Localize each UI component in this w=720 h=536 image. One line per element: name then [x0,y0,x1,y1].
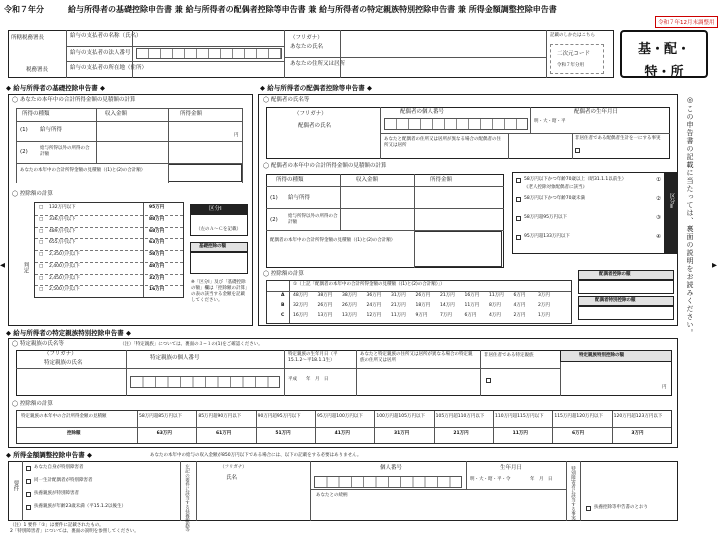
kubun2-option-3: 95万円超133万円以下 [524,234,570,239]
spouse-cell-2-4: 11万円 [391,313,406,318]
basic-total: あなたの本年中の合計所得金額の見積額（(1)と(2)の合計額） [20,168,146,173]
spouse-name-input[interactable] [268,132,378,157]
basic-check-0[interactable]: □ [39,205,44,210]
kubun2-label: 区分Ⅱ [668,193,675,210]
revision-stamp: 令和７年12月末調整用 [655,16,718,28]
spouse-col-income: 所得金額 [430,177,453,183]
basic-amount-4: 58万円 [149,252,165,257]
spouse-row-key-2: C [281,313,285,318]
adjust-checkbox-3[interactable] [26,505,31,510]
spouse-cell-1-4: 21万円 [391,303,406,308]
basic-amount-7: 16万円 [149,287,165,293]
adjust-option-2: 扶養親族が特別障害者 [34,491,79,496]
spouse-cell-2-3: 12万円 [366,313,382,318]
basic-threshold-7: 2,500万円以下 [49,287,80,293]
spouse-col-type: 所得の種類 [276,177,304,183]
special-calc-amount-3: 41万円 [334,431,350,436]
barcode-box [550,44,604,74]
basic-check-6[interactable]: □ [39,275,44,281]
special-calc-range-2: 90万円超95万円以下 [257,414,301,419]
spouse-name-title: ◯ 配偶者の氏名等 [263,97,310,103]
adjust-address-input[interactable] [368,491,564,519]
yen-1: 円 [234,133,239,138]
kubun2-no-1: ② [656,196,661,202]
basic-title-text: 給与所得者の基礎控除申告書 [13,84,98,92]
basic-col-income: 所得金額 [180,111,203,117]
form-seal [620,30,708,78]
spouse-cell-0-10: 3万円 [538,293,550,298]
spouse-cell-1-7: 11万円 [464,303,480,308]
kubun2-option-2: 58万円超95万円以下 [524,215,567,220]
spouse-deduction-title: ◯ 控除額の計算 [263,271,304,277]
spouse-deduction-amount-input[interactable] [578,280,674,294]
special-calc-row-label: 控除額 [67,431,81,436]
basic-amount-6: 32万円 [149,275,165,281]
special-calc-amount-2: 51万円 [275,431,291,436]
spouse-era: 明・大・昭・平 [534,119,566,124]
spouse-cell-0-8: 11万円 [489,293,504,298]
adjust-title-text: 所得金額調整控除申告書 [13,451,85,459]
special-name-title-text: 特定親族の氏名等 [19,341,64,347]
adjust-option-1: 同一生計配偶者が特別障害者 [34,478,93,483]
special-calc-range-5: 105万円超110万円以下 [435,414,485,419]
basic-amount-3: 63万円 [149,240,165,246]
special-col-name: 特定親族の氏名 [44,360,83,366]
spouse-cell-0-0: 48万円 [293,293,308,298]
special-calc-amount-1: 61万円 [216,431,232,436]
special-col-address: あなたと特定親族の住所又は居所が異なる場合の特定親族の住所又は居所 [360,352,473,363]
basic-row-line-5 [35,262,183,263]
spouse-address-input[interactable] [510,135,570,157]
special-calc-col-1 [196,411,197,443]
special-col-birthday: 特定親族の生年月日（平15.1.2〜平18.1.1生） [288,352,338,363]
adjust-intro: あなたの本年中の給与の収入金額が850万円以下である場合には、以下の記載をする必要はありません。 [150,453,362,458]
spouse-table-header: ①（上記「配偶者の本年中の合計所得金額の見積額（(1)と(2)の合計額）」） [293,282,445,287]
vertical-note: ◎この申告書の記載に当たっては、裏面の説明をお読みください。 [686,96,694,337]
spouse-cell-2-10: 1万円 [538,313,550,318]
spouse-income-title: ◯ 配偶者の本年中の合計所得金額の見積額の計算 [263,163,387,169]
basic-threshold-3: 655万円以下 [49,240,76,246]
spouse-cell-0-5: 26万円 [415,293,431,298]
your-name-label: あなたの氏名 [290,44,324,50]
spouse-name-title-text: 配偶者の氏名等 [270,97,310,103]
tax-office-label: 所轄税務署長 [11,35,45,41]
kubun1-label: 区分Ⅰ [209,206,222,212]
adjust-section-title: ◆ 所得金額調整控除申告書 ◆ [6,451,93,459]
adjust-note-2: 2「特別障害者」については、裏面の説明を参照してください。 [10,529,139,534]
tax-office-suffix: 税務署長 [26,67,49,73]
spouse-number-label: 配偶者の個人番号 [400,109,445,115]
adjust-relationship: あなたとの続柄 [316,493,348,498]
kubun2-checkbox-0[interactable] [516,178,521,183]
basic-row-line-6 [35,274,183,275]
basic-income2-input[interactable] [168,142,242,162]
payer-name-label: 給与の支払者の名称（氏名） [70,33,142,39]
spouse-cell-0-2: 38万円 [342,293,357,298]
basic-col-revenue: 収入金額 [105,111,128,117]
kubun2-option-0: 58万円以下かつ年齢70歳以上（昭31.1.1以前生） [524,177,627,182]
special-calc-range-1: 85万円超90万円以下 [198,414,242,419]
special-calc-title: ◯ 控除額の計算 [12,401,53,407]
payer-number-label: 給与の支払者の法人番号 [70,50,131,56]
spouse-name-label: 配偶者の氏名 [298,123,332,129]
payer-number-cells[interactable] [136,48,282,59]
special-calc-range-6: 110万円超115万円以下 [495,414,544,419]
basic-row1: 給与所得 [40,127,63,133]
special-calc-range-4: 100万円超105万円以下 [376,414,426,419]
basic-note: ※「区分Ⅰ」及び「基礎控除の額」欄は「控除額の計算」の表の該当する金額を記載してください。 [191,280,248,303]
basic-row-line-4 [35,250,183,251]
special-calc-col-3 [315,411,316,443]
basic-amount-label: 基礎控除の額 [199,244,226,249]
spouse-deduction-table [266,280,572,324]
spouse-nonresident-checkbox[interactable] [575,148,580,153]
spouse-cell-0-9: 6万円 [513,293,526,298]
spouse-cell-0-3: 36万円 [366,293,382,298]
adjust-furigana: （フリガナ） [220,465,247,470]
spouse-cell-2-0: 16万円 [293,313,308,318]
adjust-option-0: あなた自身が特別障害者 [34,465,84,470]
special-calc-amount-6: 11万円 [512,431,528,436]
adjust-special-disabled: 特別障害者に該当する事実 [570,466,576,520]
adjust-deduction-checkbox[interactable] [586,506,591,511]
special-calc-range-8: 120万円超123万円以下 [613,414,663,419]
special-calc-col-2 [256,411,257,443]
kubun2-elderly-note: 《老人控除対象配偶者に該当》 [524,185,587,190]
special-calc-amount-8: 3万円 [631,431,644,436]
spouse-cell-2-5: 9万円 [415,313,428,318]
special-calc-range-0: 58万円超85万円以下 [139,414,182,419]
special-title-text: 給与所得者の特定親族特別控除申告書 [13,329,124,337]
spouse-row-key-0: A [281,293,285,298]
yen-special: 円 [662,385,667,390]
office-note: 記載のしかたはこちら [550,33,595,38]
left-arrow-icon: ◀ [0,261,5,269]
special-calc-amount-0: 63万円 [156,431,172,436]
basic-threshold-1: 336万円以下 [49,216,76,222]
spouse-row1: 給与所得 [288,195,311,201]
special-name-input[interactable] [18,370,124,394]
adjust-checkbox-1[interactable] [26,479,31,484]
code-note: 令和７年分用 [557,63,584,68]
spouse-furigana: （フリガナ） [294,111,327,117]
adjust-name-input[interactable] [198,486,308,518]
kubun2-no-2: ③ [656,215,661,221]
spouse-income2-input[interactable] [414,209,502,229]
spouse-cell-0-4: 31万円 [391,293,406,298]
basic-income-title: ◯ あなたの本年中の合計所得金額の見積額の計算 [12,97,136,103]
kubun2-checkbox-2[interactable] [516,216,521,221]
spouse-row-key-1: B [281,303,285,308]
basic-total-input[interactable] [168,164,242,182]
adjust-option-3: 扶養親族が年齢23歳未満（平15.1.2以後生） [34,504,127,509]
spouse-nonresident-label: 非居住者である配偶者 [575,136,620,141]
special-section-title: ◆ 給与所得者の特定親族特別控除申告書 ◆ [6,329,132,337]
spouse-cell-1-6: 14万円 [440,303,455,308]
basic-threshold-6: 2,450万円以下 [49,275,80,281]
basic-deduction-table [34,202,184,298]
spouse-cell-1-9: 4万円 [513,303,526,308]
spouse-number-cells[interactable] [384,118,528,130]
spouse-income1-input[interactable] [414,187,502,207]
spouse-income-title-text: 配偶者の本年中の合計所得金額の見積額の計算 [270,163,387,169]
kubun2-option-1: 58万円以下かつ年齢70歳未満 [524,196,585,201]
basic-threshold-0: 132万円以下 [49,205,76,210]
basic-deduction-title-text: 控除額の計算 [19,191,53,197]
special-era: 平成 [288,377,297,382]
special-furigana: （フリガナ） [44,351,77,357]
spouse-section-title: ◆ 給与所得者の配偶者控除等申告書 ◆ [260,84,373,92]
spouse-cell-0-6: 21万円 [440,293,455,298]
spouse-special-amount-label: 配偶者特別控除の額 [595,298,636,303]
spouse-cell-1-8: 8万円 [489,303,501,308]
spouse-total-input[interactable] [414,231,502,267]
basic-threshold-4: 2,350万円以下 [49,252,80,257]
special-nonresident-checkbox[interactable] [486,378,491,383]
special-col-number: 特定親族の個人番号 [150,355,200,361]
spouse-col-revenue: 収入金額 [356,177,379,183]
special-calc-amount-5: 21万円 [453,431,469,436]
basic-amount-2: 68万円 [149,228,165,234]
adjust-checkbox-0[interactable] [26,466,31,471]
special-name-note: （注）「特定親族」については、裏面の３−１の(1)をご確認ください。 [120,342,263,347]
special-ymd: 年 月 日 [306,377,329,382]
special-name-title: ◯ 特定親族の氏名等 [12,341,64,347]
basic-check-2[interactable]: □ [39,228,44,234]
basic-amount-input[interactable] [190,252,248,274]
basic-row-line-1 [35,215,183,216]
spouse-birthday-label: 配偶者の生年月日 [574,109,619,115]
furigana-label: （フリガナ） [290,35,323,41]
special-calc-col-0 [137,411,138,443]
basic-check-1[interactable]: □ [39,216,44,222]
spouse-table-line-h [267,291,571,292]
adjust-requirement: 要件 [12,480,19,491]
special-calc-line-h [17,427,671,428]
basic-row-line-3 [35,238,183,239]
spouse-cell-2-7: 6万円 [464,313,477,318]
spouse-cell-2-2: 13万円 [342,313,357,318]
right-arrow-icon: ▶ [712,261,717,269]
your-address-label: あなたの住所又は居所 [290,61,346,67]
spouse-cell-2-1: 13万円 [317,313,333,318]
your-address-input[interactable] [342,60,542,76]
basic-row-line-7 [35,285,183,286]
seal-line-1: 基・配・ [637,42,690,57]
special-amount-input[interactable] [562,364,670,394]
special-address-input[interactable] [358,370,478,394]
adjust-ymd: 年 月 日 [530,477,553,482]
basic-check-5[interactable]: □ [39,263,44,269]
basic-income1-input[interactable] [168,122,242,140]
special-calc-title-text: 控除額の計算 [19,401,53,407]
basic-col-type: 所得の種類 [22,111,50,117]
adjust-my-number: 個人番号 [380,465,403,471]
special-calc-col-7 [552,411,553,443]
kubun2-no-0: ① [656,177,661,183]
special-calc-header: 特定親族の本年中の合計所得金額の見積額 [21,414,107,419]
basic-check-7[interactable]: □ [39,287,44,293]
adjust-deduction-box: 扶養控除等申告書のとおり [594,505,648,510]
barcode-label: 二次元コード [557,51,591,57]
spouse-row2: 給与所得以外の所得の合計額 [288,214,338,225]
form-title: 給与所得者の基礎控除申告書 兼 給与所得者の配偶者控除等申告書 兼 給与所得者の特定親族特別控除申告書 兼 所得金額調整控除申告書 [68,5,557,14]
adjust-birthday: 生年月日 [500,465,523,471]
special-col-nonresident: 非居住者である特定親族 [484,353,534,358]
spouse-table-line-v [289,281,290,323]
adjust-target: 左記の要件に該当する扶養親族等 [184,464,190,532]
your-name-input[interactable] [342,40,542,55]
spouse-cell-1-2: 26万円 [342,303,357,308]
spouse-deduction-title-text: 控除額の計算 [270,271,304,277]
special-calc-amount-7: 6万円 [572,431,585,436]
spouse-special-amount-input[interactable] [578,306,674,320]
spouse-deduction-amount-label: 配偶者控除の額 [599,272,631,277]
spouse-cell-2-8: 4万円 [489,313,501,318]
spouse-cell-1-10: 2万円 [538,303,550,308]
spouse-cell-2-9: 2万円 [513,313,526,318]
spouse-remittance: 生計を一にする事実 [620,136,661,141]
basic-amount-5: 48万円 [149,263,165,269]
kubun1-input[interactable] [190,214,248,236]
adjust-checkbox-2[interactable] [26,492,31,497]
kubun2-checkbox-3[interactable] [516,235,521,240]
basic-threshold-5: 2,400万円以下 [49,263,80,269]
basic-amount-1: 88万円 [149,216,165,222]
spouse-cell-0-7: 16万円 [464,293,480,298]
special-calc-amount-4: 31万円 [394,431,410,436]
special-calc-col-4 [374,411,375,443]
special-calc-col-6 [493,411,494,443]
basic-col-line [143,203,144,297]
basic-threshold-2: 489万円以下 [49,228,76,234]
spouse-title-text: 給与所得者の配偶者控除等申告書 [267,84,365,92]
kubun1-note: （左のＡ〜Ｃを記載） [196,227,241,232]
kubun2-checkbox-1[interactable] [516,197,521,202]
basic-check-3[interactable]: □ [39,240,44,246]
adjust-era: 明・大・昭・平・令 [470,477,511,482]
basic-check-4[interactable]: □ [39,252,44,257]
special-calc-range-3: 95万円超100万円以下 [317,414,363,419]
payer-address-label: 給与の支払者の所在地（住所） [70,65,148,71]
adjust-name: 氏名 [226,475,238,481]
basic-section-title: ◆ 給与所得者の基礎控除申告書 ◆ [6,84,106,92]
special-calc-range-7: 115万円超120万円以下 [554,414,604,419]
spouse-address-label: あなたと配偶者の住所又は居所が異なる場合の配偶者の住所又は居所 [384,137,501,148]
special-number-cells[interactable] [130,376,280,388]
basic-deduction-title: ◯ 控除額の計算 [12,191,53,197]
special-calc-col-8 [612,411,613,443]
seal-line-2: 特・所 [644,65,684,80]
special-calc-table [16,410,672,444]
spouse-cell-2-6: 7万円 [440,313,452,318]
special-calc-col-5 [434,411,435,443]
spouse-cell-1-3: 24万円 [366,303,382,308]
basic-amount-0: 95万円 [149,205,165,210]
spouse-cell-1-0: 32万円 [293,303,308,308]
spouse-cell-1-1: 26万円 [317,303,333,308]
basic-row-line-2 [35,227,183,228]
adjust-note-1: （注）1 要件「①」は要件に記載されたもの。 [10,523,104,528]
spouse-cell-1-5: 18万円 [415,303,431,308]
spouse-revenue-input[interactable] [342,187,412,207]
spouse-total: 配偶者の本年中の合計所得金額の見積額（(1)と(2)の合計額） [270,238,396,243]
basic-row2: 給与所得以外の所得の合計額 [40,146,90,157]
spouse-cell-0-1: 38万円 [317,293,333,298]
basic-revenue-input[interactable] [96,122,166,140]
basic-decision: 判定 [22,262,29,273]
kubun2-no-3: ④ [656,234,661,240]
special-col-amount: 特定親族特別控除の額 [579,353,624,358]
basic-income-title-text: あなたの本年中の合計所得金額の見積額の計算 [19,97,136,103]
spouse-birthday-input[interactable] [560,118,668,131]
adjust-number-cells[interactable] [314,476,462,488]
form-year: 令和７年分 [4,5,44,14]
